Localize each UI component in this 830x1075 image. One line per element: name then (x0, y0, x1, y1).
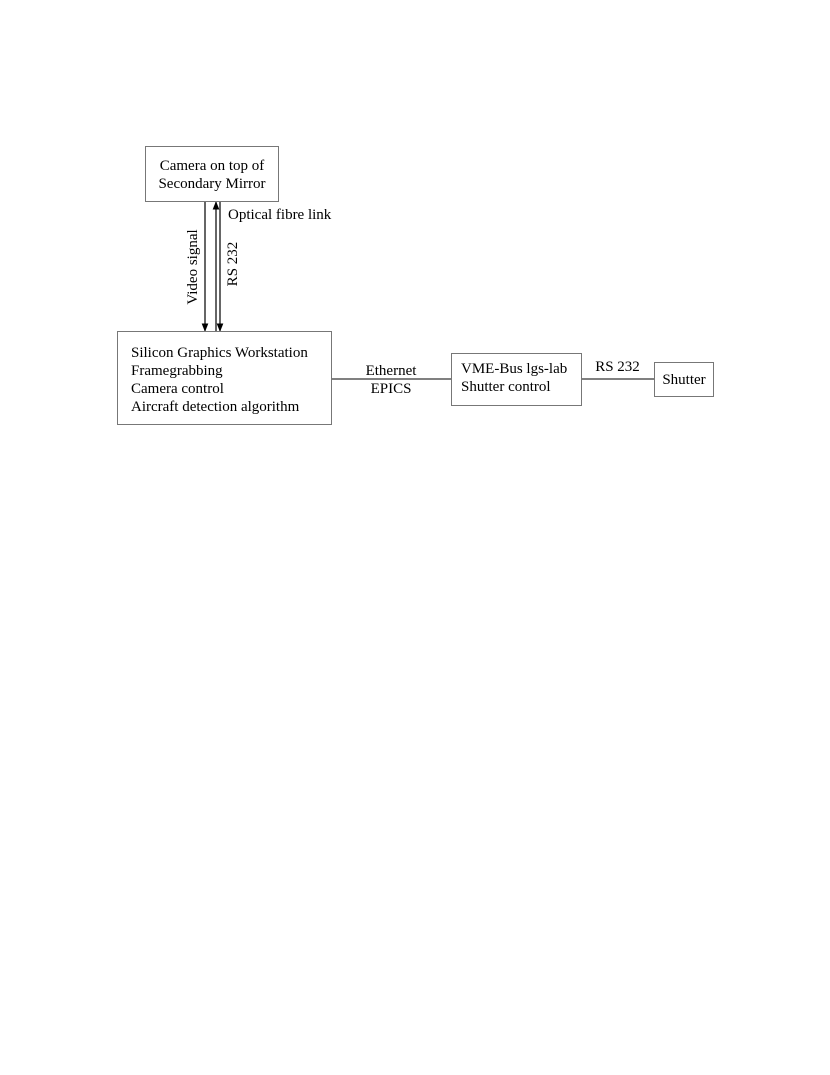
camera-line-1: Camera on top of (159, 158, 265, 174)
workstation-node (117, 331, 332, 425)
workstation-line-3: Camera control (131, 381, 224, 397)
workstation-line-2: Framegrabbing (131, 363, 223, 379)
vme-line-1: VME-Bus lgs-lab (461, 361, 568, 377)
rs232-shutter-label: RS 232 (595, 359, 640, 375)
workstation-line-4: Aircraft detection algorithm (131, 399, 300, 415)
rs232-camera-label: RS 232 (225, 241, 241, 287)
camera-node (145, 146, 279, 202)
optical-fibre-label: Optical fibre link (228, 207, 332, 223)
video-signal-label: Video signal (185, 229, 201, 305)
shutter-line-1: Shutter (662, 372, 706, 388)
workstation-line-1: Silicon Graphics Workstation (131, 345, 308, 361)
camera-line-2: Secondary Mirror (158, 176, 266, 192)
vme-line-2: Shutter control (461, 379, 551, 395)
ethernet-label: Ethernet (365, 363, 417, 379)
shutter-node (654, 362, 714, 397)
epics-label: EPICS (370, 381, 412, 397)
vme-node (451, 353, 582, 406)
